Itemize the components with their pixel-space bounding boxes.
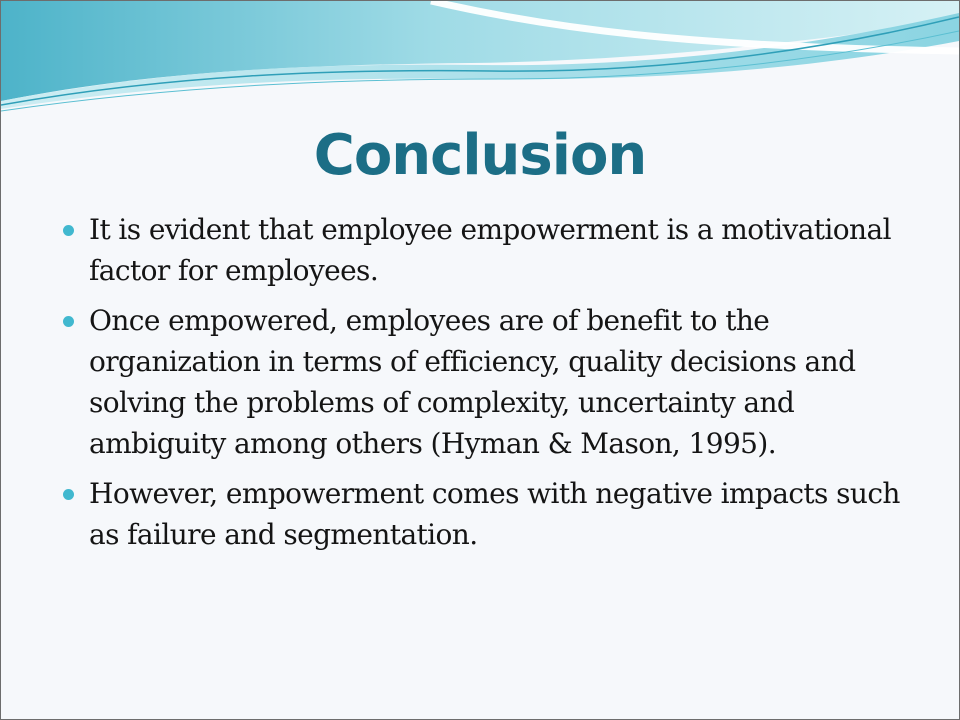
bullet-text: It is evident that employee empowerment is a motivational factor for employees. xyxy=(89,213,891,287)
list-item xyxy=(63,473,903,555)
header-wave-decoration xyxy=(1,1,959,131)
bullet-dot-icon xyxy=(63,225,74,236)
list-item xyxy=(63,209,903,291)
bullet-text: However, empowerment comes with negative impacts such as failure and segmentation. xyxy=(89,477,900,551)
list-item xyxy=(63,300,903,464)
bullet-text: Once empowered, employees are of benefit to the organization in terms of efficiency, quality decisions and solving the problems of complexity, uncertainty and ambiguity among others (Hyman & Mason, 1995). xyxy=(89,304,856,460)
bullet-dot-icon xyxy=(63,316,74,327)
slide-title: Conclusion xyxy=(313,123,647,188)
bullet-list xyxy=(63,209,903,564)
bullet-dot-icon xyxy=(63,489,74,500)
